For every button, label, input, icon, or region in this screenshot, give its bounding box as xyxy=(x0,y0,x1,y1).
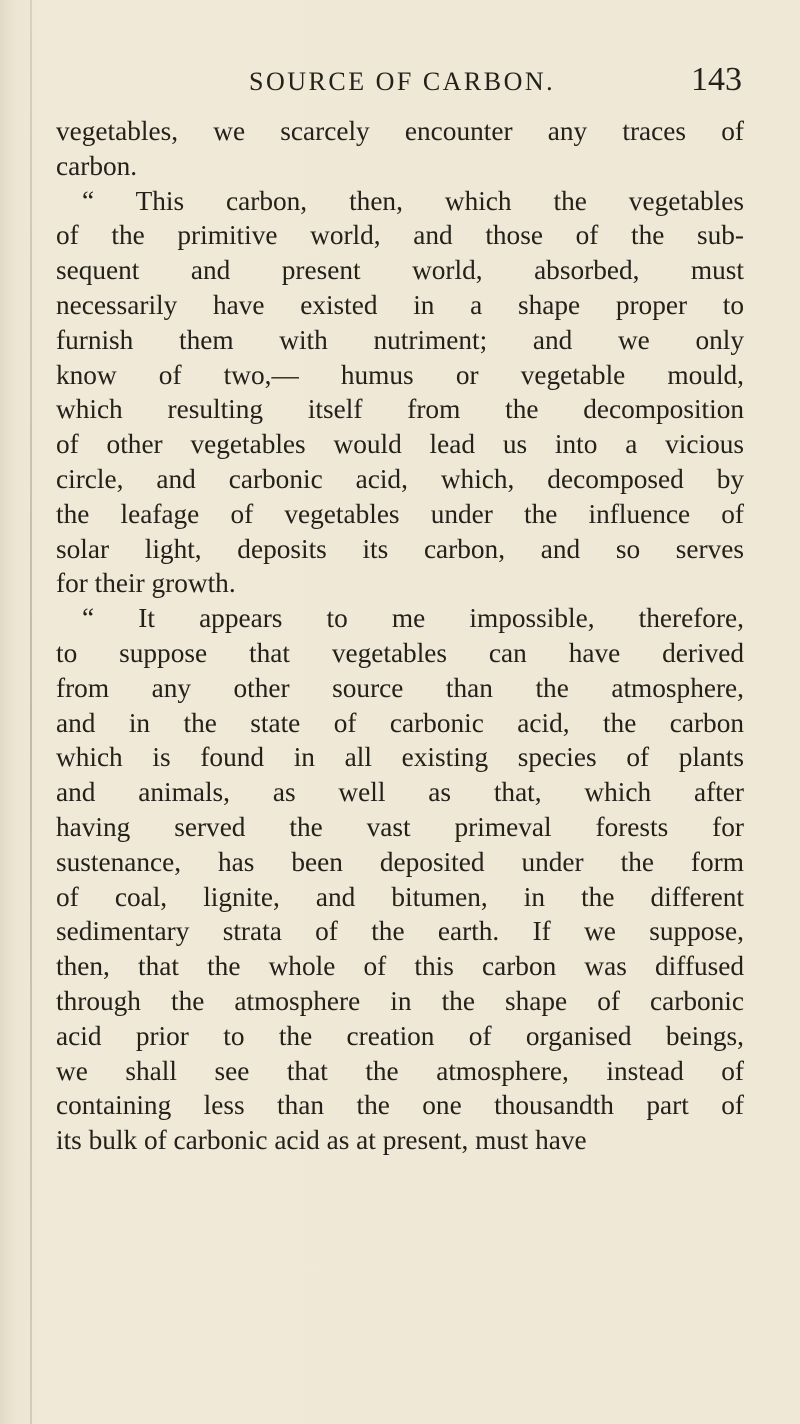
text-line: “ It appears to me impossible, therefore, xyxy=(82,603,744,634)
text-line: its bulk of carbonic acid as at present, must have xyxy=(56,1125,587,1156)
text-line: from any other source than the atmosphere, xyxy=(56,672,744,703)
text-line: carbon. xyxy=(56,150,138,181)
text-line: acid prior to the creation of organised beings, xyxy=(56,1020,744,1051)
text-line: of other vegetables would lead us into a vicious xyxy=(56,429,744,460)
text-line: to suppose that vegetables can have derived xyxy=(56,637,744,668)
running-head xyxy=(0,62,800,112)
text-line: vegetables, we scarcely encounter any traces of xyxy=(56,116,744,146)
text-line: necessarily have existed in a shape proper to xyxy=(56,289,744,320)
text-line: we shall see that the atmosphere, instead of xyxy=(56,1055,744,1086)
text-line: the leafage of vegetables under the influence of xyxy=(56,498,744,529)
text-line: for their growth. xyxy=(56,568,236,599)
text-line: containing less than the one thousandth part of xyxy=(56,1090,744,1121)
text-line: through the atmosphere in the shape of carbonic xyxy=(56,985,744,1016)
text-line: having served the vast primeval forests for xyxy=(56,811,744,842)
text-line: which resulting itself from the decomposition xyxy=(56,394,744,425)
text-line: furnish them with nutriment; and we only xyxy=(56,324,744,355)
text-line: and animals, as well as that, which after xyxy=(56,777,744,808)
text-line: sustenance, has been deposited under the form xyxy=(56,846,744,877)
text-line: of coal, lignite, and bitumen, in the different xyxy=(56,881,744,912)
text-line: sequent and present world, absorbed, must xyxy=(56,255,744,286)
text-line: know of two,— humus or vegetable mould, xyxy=(56,359,744,390)
page-number: 143 xyxy=(691,61,742,98)
text-line: solar light, deposits its carbon, and so serves xyxy=(56,533,744,564)
text-line: which is found in all existing species of plants xyxy=(56,742,744,773)
text-line: sedimentary strata of the earth. If we suppose, xyxy=(56,916,744,947)
running-head-title: SOURCE OF CARBON. xyxy=(249,67,556,96)
body-text xyxy=(56,114,744,1158)
text-line: of the primitive world, and those of the sub- xyxy=(56,220,744,251)
text-line: and in the state of carbonic acid, the carbon xyxy=(56,707,744,738)
binding-gutter xyxy=(30,0,32,1424)
text-line: circle, and carbonic acid, which, decomposed by xyxy=(56,463,744,494)
text-line: “ This carbon, then, which the vegetables xyxy=(82,185,744,216)
text-line: then, that the whole of this carbon was diffused xyxy=(56,951,744,982)
